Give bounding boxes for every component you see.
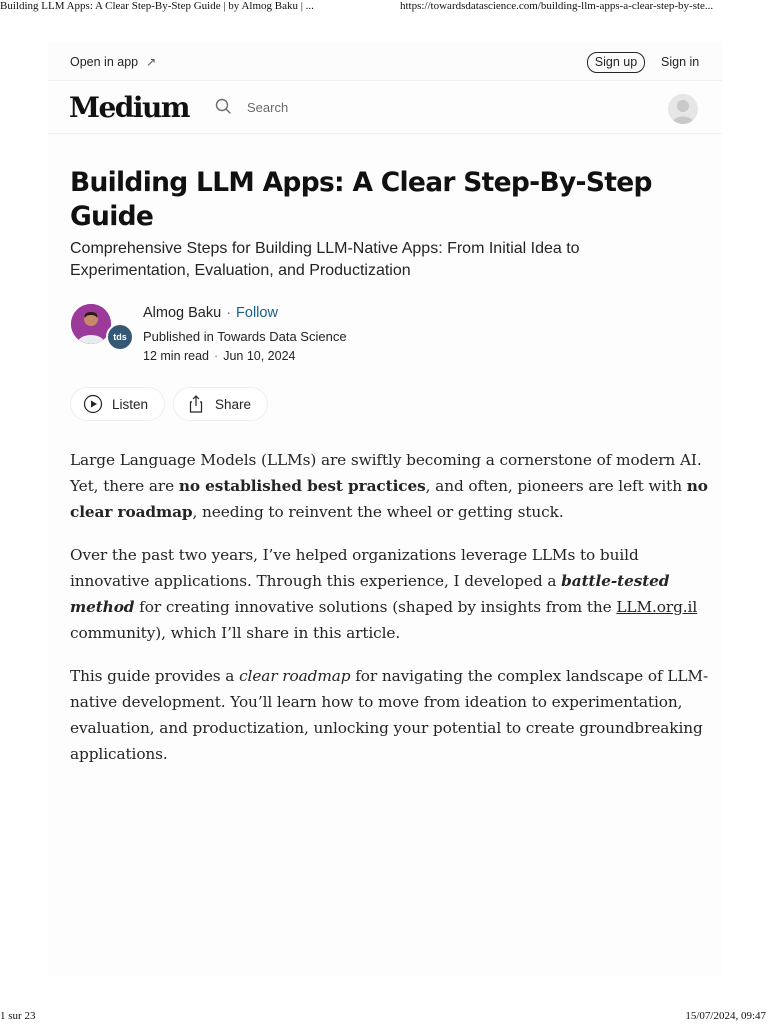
publication-row (143, 329, 347, 344)
print-header-url: https://towardsdatascience.com/building-llm-apps-a-clear-step-by-ste... (400, 0, 714, 12)
article-subtitle: Comprehensive Steps for Building LLM-Native Apps: From Initial Idea to Experimentation, Evaluation, and Productization (70, 240, 580, 279)
paragraph-text: This guide provides a (70, 667, 240, 685)
listen-label: Listen (112, 396, 149, 412)
share-icon (186, 394, 206, 414)
paragraph-text: community), which I’ll share in this article. (70, 624, 401, 642)
publication-link[interactable]: Towards Data Science (217, 329, 347, 344)
share-button[interactable] (173, 387, 268, 421)
llm-org-link[interactable]: LLM.org.il (616, 598, 698, 616)
author-name[interactable]: Almog Baku (143, 305, 222, 321)
medium-page (48, 42, 722, 977)
paragraph (70, 663, 710, 767)
paragraph (70, 447, 710, 525)
author-avatar[interactable] (71, 304, 111, 344)
read-time: 12 min read (143, 349, 210, 363)
published-in-label: Published in (143, 329, 214, 344)
arrow-up-right-icon: ↗ (146, 55, 157, 69)
article-actions (70, 387, 268, 421)
bold-text: no established best practices (178, 477, 426, 495)
follow-link[interactable]: Follow (236, 305, 278, 321)
top-bar (48, 42, 722, 81)
publish-date: Jun 10, 2024 (223, 349, 296, 363)
article-body (70, 447, 710, 784)
sign-in-link[interactable]: Sign in (661, 55, 700, 69)
paragraph-text: Over the past two years, I’ve helped organizations leverage LLMs to build innovative applications. Through this experience, I developed a (70, 546, 639, 590)
separator-dot: · (214, 349, 219, 363)
paragraph-text: for navigating the complex landscape of LLM-native development. You’ll learn how to move from ideation to experimentation, evaluation, and productization, unlocking your potential to create groundbreaking applications. (70, 667, 709, 763)
paragraph-text: Large Language Models (LLMs) are swiftly becoming a cornerstone of modern AI. Yet, there are (70, 451, 702, 495)
publication-badge[interactable]: tds (106, 323, 134, 351)
author-row (143, 305, 278, 321)
print-header-title: Building LLM Apps: A Clear Step-By-Step Guide | by Almog Baku | ... (0, 0, 314, 12)
medium-logo[interactable]: Medium (69, 91, 190, 124)
separator-dot: · (226, 305, 232, 321)
paragraph-text: , and often, pioneers are left with (425, 477, 687, 495)
search-icon[interactable] (215, 98, 231, 114)
print-header (0, 0, 768, 14)
page-number: 1 sur 23 (0, 1010, 36, 1022)
open-in-app-link[interactable] (70, 55, 156, 69)
share-label: Share (215, 396, 252, 412)
search-input[interactable]: Search (247, 100, 289, 115)
print-datetime: 15/07/2024, 09:47 (685, 1010, 766, 1022)
paragraph-text: , needing to reinvent the wheel or getting stuck. (192, 503, 564, 521)
play-circle-icon (83, 394, 103, 414)
user-avatar-icon[interactable] (668, 94, 698, 124)
paragraph (70, 542, 710, 646)
bold-text: no clear roadmap (70, 477, 708, 521)
listen-button[interactable] (70, 387, 165, 421)
open-in-app-label: Open in app (70, 55, 139, 69)
print-footer (0, 1010, 768, 1024)
paragraph-text: for creating innovative solutions (shaped by insights from the (134, 598, 617, 616)
article-title: Building LLM Apps: A Clear Step-By-Step Guide (70, 167, 652, 232)
article-meta (143, 349, 295, 363)
bold-italic-text: battle-tested method (70, 572, 670, 616)
nav-bar (48, 81, 722, 134)
sign-up-button[interactable]: Sign up (587, 52, 645, 73)
italic-text: clear roadmap (239, 667, 351, 685)
